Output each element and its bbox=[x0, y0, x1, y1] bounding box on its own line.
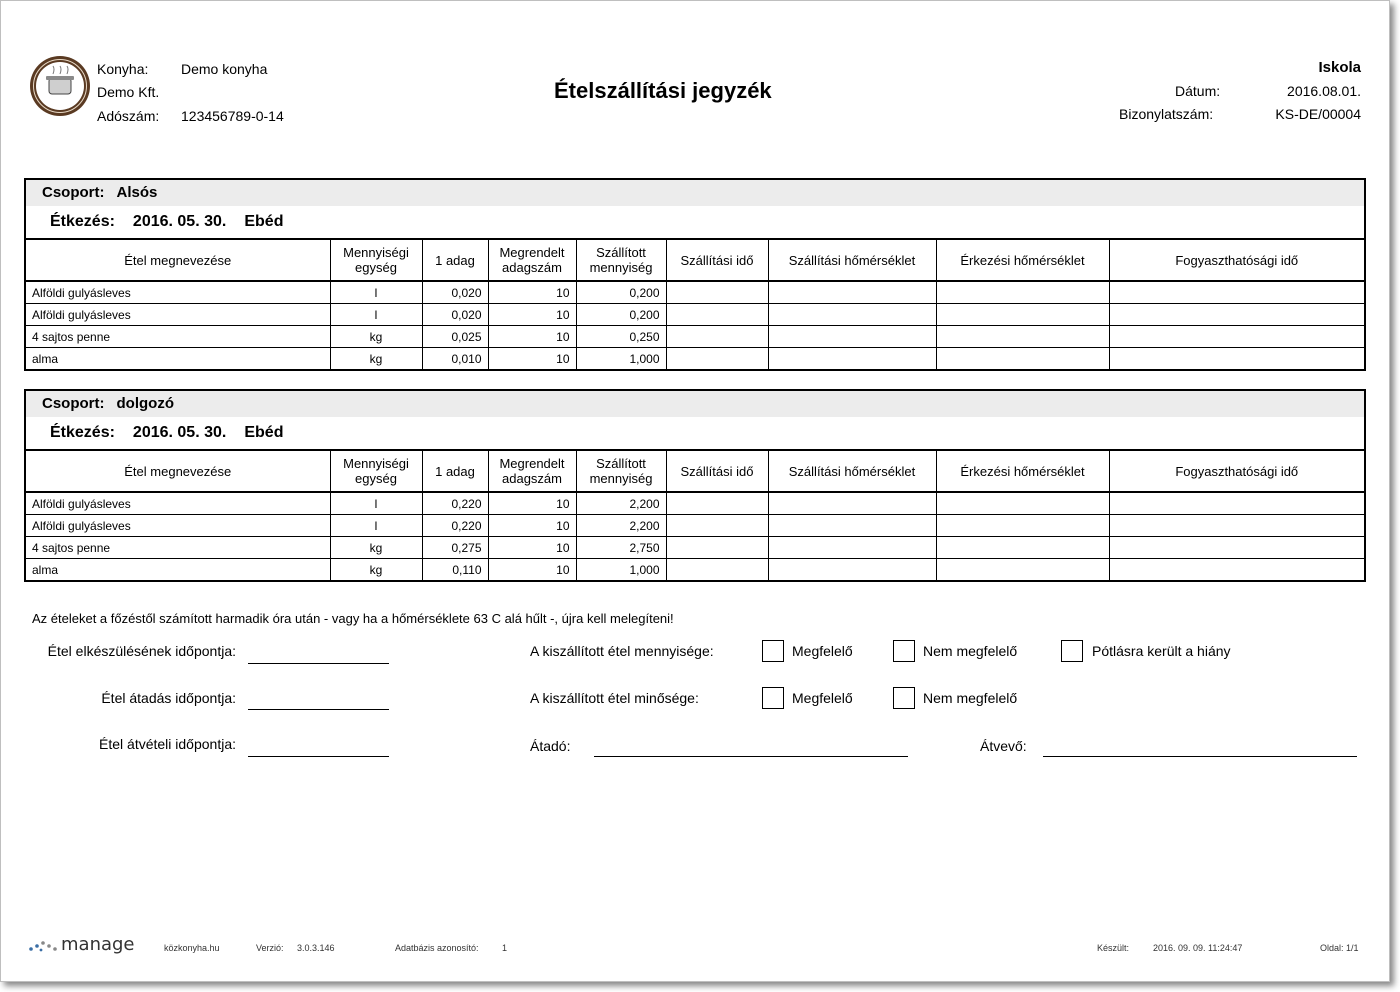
cell-delivered: 2,750 bbox=[576, 537, 666, 559]
cell-arrival-temp[interactable] bbox=[936, 281, 1109, 304]
group-label: Csoport: bbox=[42, 395, 105, 412]
cell-delivered: 0,200 bbox=[576, 281, 666, 304]
receiver-label: Átvevő: bbox=[980, 738, 1027, 754]
quality-ok-label: Megfelelő bbox=[792, 690, 853, 706]
cell-ordered: 10 bbox=[488, 281, 576, 304]
col-delivery-time: Szállítási idő bbox=[666, 240, 768, 281]
cell-portion: 0,025 bbox=[422, 326, 488, 348]
cell-food-name: Alföldi gulyásleves bbox=[26, 515, 330, 537]
kitchen-logo bbox=[29, 55, 91, 117]
cell-delivery-temp[interactable] bbox=[768, 559, 936, 581]
company-name: Demo Kft. bbox=[97, 84, 160, 100]
manage-logo-dots-icon bbox=[28, 937, 62, 953]
cell-expiry[interactable] bbox=[1109, 492, 1364, 515]
cell-expiry[interactable] bbox=[1109, 281, 1364, 304]
cell-food-name: Alföldi gulyásleves bbox=[26, 281, 330, 304]
cell-unit: kg bbox=[330, 537, 422, 559]
col-ordered: Megrendelt adagszám bbox=[488, 451, 576, 492]
cell-arrival-temp[interactable] bbox=[936, 515, 1109, 537]
cell-delivery-temp[interactable] bbox=[768, 537, 936, 559]
cell-delivery-temp[interactable] bbox=[768, 515, 936, 537]
tax-value: 123456789-0-14 bbox=[181, 108, 284, 124]
meal-name: Ebéd bbox=[244, 424, 284, 441]
col-name: Étel megnevezése bbox=[26, 240, 330, 281]
footer-version-label: Verzió: bbox=[256, 943, 284, 953]
cell-delivered: 0,250 bbox=[576, 326, 666, 348]
cell-unit: l bbox=[330, 492, 422, 515]
cell-unit: kg bbox=[330, 559, 422, 581]
cell-ordered: 10 bbox=[488, 326, 576, 348]
meal-date: 2016. 05. 30. bbox=[132, 213, 227, 230]
cell-delivered: 0,200 bbox=[576, 304, 666, 326]
quantity-label: A kiszállított étel mennyisége: bbox=[530, 643, 714, 659]
col-delivery-temp: Szállítási hőmérséklet bbox=[768, 451, 936, 492]
cell-delivery-time[interactable] bbox=[666, 537, 768, 559]
cell-delivery-time[interactable] bbox=[666, 492, 768, 515]
footer-created-value: 2016. 09. 09. 11:24:47 bbox=[1153, 943, 1243, 953]
cell-unit: l bbox=[330, 515, 422, 537]
col-arrival-temp: Érkezési hőmérséklet bbox=[936, 451, 1109, 492]
cell-delivery-time[interactable] bbox=[666, 304, 768, 326]
receipt-time-field[interactable] bbox=[248, 756, 389, 757]
handover-time-label: Étel átadás időpontja: bbox=[101, 690, 236, 706]
group-name: dolgozó bbox=[116, 395, 174, 412]
col-expiry: Fogyaszthatósági idő bbox=[1109, 451, 1364, 492]
group-header bbox=[26, 391, 1364, 417]
cell-expiry[interactable] bbox=[1109, 326, 1364, 348]
quantity-not-ok-checkbox[interactable] bbox=[893, 640, 915, 662]
table-row bbox=[26, 304, 1364, 326]
cell-arrival-temp[interactable] bbox=[936, 348, 1109, 370]
cell-portion: 0,110 bbox=[422, 559, 488, 581]
cell-unit: l bbox=[330, 281, 422, 304]
cell-delivery-temp[interactable] bbox=[768, 326, 936, 348]
cell-arrival-temp[interactable] bbox=[936, 537, 1109, 559]
cell-unit: kg bbox=[330, 326, 422, 348]
date-label: Dátum: bbox=[1175, 83, 1221, 99]
cell-food-name: alma bbox=[26, 559, 330, 581]
col-delivered: Szállított mennyiség bbox=[576, 240, 666, 281]
cell-ordered: 10 bbox=[488, 515, 576, 537]
cell-delivery-time[interactable] bbox=[666, 559, 768, 581]
table-row bbox=[26, 348, 1364, 370]
cell-delivery-time[interactable] bbox=[666, 326, 768, 348]
col-arrival-temp: Érkezési hőmérséklet bbox=[936, 240, 1109, 281]
kitchen-value: Demo konyha bbox=[181, 61, 268, 77]
quality-not-ok-label: Nem megfelelő bbox=[923, 690, 1018, 706]
table-row bbox=[26, 515, 1364, 537]
table-row bbox=[26, 537, 1364, 559]
col-portion: 1 adag bbox=[422, 451, 488, 492]
tax-label: Adószám: bbox=[97, 108, 160, 124]
table-header-row bbox=[26, 240, 1364, 281]
receipt-time-label: Étel átvételi időpontja: bbox=[99, 736, 236, 752]
cell-delivery-temp[interactable] bbox=[768, 281, 936, 304]
table-header-row bbox=[26, 451, 1364, 492]
meal-label: Étkezés: bbox=[50, 213, 115, 230]
cell-delivery-time[interactable] bbox=[666, 515, 768, 537]
footer-version-value: 3.0.3.146 bbox=[297, 943, 335, 953]
group-name: Alsós bbox=[116, 184, 158, 201]
footer-db-value: 1 bbox=[502, 943, 508, 953]
group-label: Csoport: bbox=[42, 184, 105, 201]
meal-group bbox=[24, 389, 1366, 582]
prepared-time-field[interactable] bbox=[248, 663, 389, 664]
quantity-ok-label: Megfelelő bbox=[792, 643, 853, 659]
cell-delivery-time[interactable] bbox=[666, 281, 768, 304]
cell-unit: kg bbox=[330, 348, 422, 370]
cell-delivery-temp[interactable] bbox=[768, 348, 936, 370]
col-unit: Mennyiségi egység bbox=[330, 240, 422, 281]
school-name: Iskola bbox=[1318, 59, 1361, 76]
meal-date: 2016. 05. 30. bbox=[132, 424, 227, 441]
cell-food-name: 4 sajtos penne bbox=[26, 326, 330, 348]
footer-created-label: Készült: bbox=[1097, 943, 1130, 953]
cell-ordered: 10 bbox=[488, 492, 576, 515]
shortage-replaced-checkbox[interactable] bbox=[1061, 640, 1083, 662]
group-header bbox=[26, 180, 1364, 206]
cell-arrival-temp[interactable] bbox=[936, 492, 1109, 515]
table-row bbox=[26, 492, 1364, 515]
quality-not-ok-checkbox[interactable] bbox=[893, 687, 915, 709]
cell-delivered: 1,000 bbox=[576, 348, 666, 370]
cell-expiry[interactable] bbox=[1109, 559, 1364, 581]
table-row bbox=[26, 281, 1364, 304]
cell-ordered: 10 bbox=[488, 537, 576, 559]
prepared-time-label: Étel elkészülésének időpontja: bbox=[47, 643, 236, 659]
col-name: Étel megnevezése bbox=[26, 451, 330, 492]
meal-name: Ebéd bbox=[244, 213, 284, 230]
cell-portion: 0,275 bbox=[422, 537, 488, 559]
cell-food-name: alma bbox=[26, 348, 330, 370]
doc-number-value: KS-DE/00004 bbox=[1275, 106, 1361, 122]
table-row bbox=[26, 326, 1364, 348]
col-portion: 1 adag bbox=[422, 240, 488, 281]
cell-arrival-temp[interactable] bbox=[936, 326, 1109, 348]
quality-label: A kiszállított étel minősége: bbox=[530, 690, 699, 706]
col-unit: Mennyiségi egység bbox=[330, 451, 422, 492]
cell-arrival-temp[interactable] bbox=[936, 304, 1109, 326]
footer-site: közkonyha.hu bbox=[164, 943, 220, 953]
cell-expiry[interactable] bbox=[1109, 515, 1364, 537]
meal-group bbox=[24, 178, 1366, 371]
cell-delivered: 2,200 bbox=[576, 492, 666, 515]
col-delivery-temp: Szállítási hőmérséklet bbox=[768, 240, 936, 281]
giver-signature-field[interactable] bbox=[594, 756, 908, 757]
col-delivery-time: Szállítási idő bbox=[666, 451, 768, 492]
giver-label: Átadó: bbox=[530, 738, 571, 754]
handover-time-field[interactable] bbox=[248, 709, 389, 710]
kitchen-label: Konyha: bbox=[97, 61, 149, 77]
cell-unit: l bbox=[330, 304, 422, 326]
items-table bbox=[26, 240, 1364, 369]
receiver-signature-field[interactable] bbox=[1043, 756, 1357, 757]
doc-number-label: Bizonylatszám: bbox=[1119, 106, 1214, 122]
footer-db-label: Adatbázis azonosító: bbox=[395, 943, 479, 953]
cell-delivery-time[interactable] bbox=[666, 348, 768, 370]
cell-portion: 0,220 bbox=[422, 492, 488, 515]
cell-food-name: Alföldi gulyásleves bbox=[26, 492, 330, 515]
cell-expiry[interactable] bbox=[1109, 304, 1364, 326]
reheat-notice: Az ételeket a főzéstől számított harmadik óra után - vagy ha a hőmérséklete 63 C alá hűlt -, újra kell melegíteni! bbox=[32, 611, 674, 626]
cell-ordered: 10 bbox=[488, 304, 576, 326]
items-table bbox=[26, 451, 1364, 580]
cell-portion: 0,220 bbox=[422, 515, 488, 537]
date-value: 2016.08.01. bbox=[1287, 83, 1361, 99]
cell-food-name: 4 sajtos penne bbox=[26, 537, 330, 559]
meal-header bbox=[26, 206, 1364, 240]
cell-portion: 0,010 bbox=[422, 348, 488, 370]
meal-label: Étkezés: bbox=[50, 424, 115, 441]
cell-food-name: Alföldi gulyásleves bbox=[26, 304, 330, 326]
col-delivered: Szállított mennyiség bbox=[576, 451, 666, 492]
col-ordered: Megrendelt adagszám bbox=[488, 240, 576, 281]
cell-expiry[interactable] bbox=[1109, 537, 1364, 559]
table-row bbox=[26, 559, 1364, 581]
quantity-not-ok-label: Nem megfelelő bbox=[923, 643, 1018, 659]
quantity-ok-checkbox[interactable] bbox=[762, 640, 784, 662]
cell-ordered: 10 bbox=[488, 348, 576, 370]
page-title: Ételszállítási jegyzék bbox=[554, 78, 772, 103]
shortage-replaced-label: Pótlásra került a hiány bbox=[1092, 643, 1231, 659]
cell-delivery-temp[interactable] bbox=[768, 304, 936, 326]
cell-ordered: 10 bbox=[488, 559, 576, 581]
meal-header bbox=[26, 417, 1364, 451]
cell-delivered: 2,200 bbox=[576, 515, 666, 537]
cell-delivered: 1,000 bbox=[576, 559, 666, 581]
cell-portion: 0,020 bbox=[422, 281, 488, 304]
quality-ok-checkbox[interactable] bbox=[762, 687, 784, 709]
footer-page: Oldal: 1/1 bbox=[1320, 943, 1359, 953]
col-expiry: Fogyaszthatósági idő bbox=[1109, 240, 1364, 281]
manage-brand: manage bbox=[61, 934, 135, 955]
cell-arrival-temp[interactable] bbox=[936, 559, 1109, 581]
cell-expiry[interactable] bbox=[1109, 348, 1364, 370]
cell-delivery-temp[interactable] bbox=[768, 492, 936, 515]
cell-portion: 0,020 bbox=[422, 304, 488, 326]
